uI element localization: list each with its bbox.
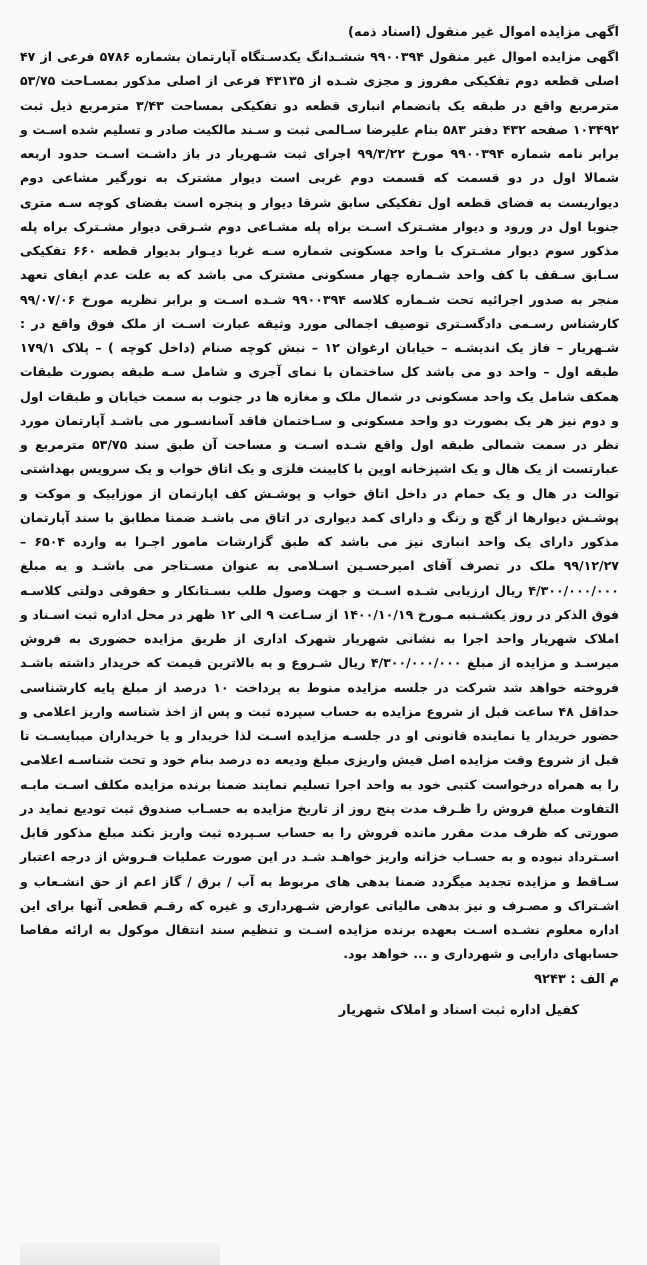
signature-line: کفیل اداره ثبت اسناد و املاک شهریار — [338, 1002, 579, 1018]
notice-title: اگهی مزایده اموال غیر منقول (اسناد ذمه) — [348, 25, 619, 40]
bottom-edge-strip — [20, 1243, 220, 1265]
notice-body: اگهی مزایده اموال غیر منقول ۹۹۰۰۳۹۴ ششـدانگ یکدسـتگاه آپارتمان بشماره ۵۷۸۶ فرعی از ۴۷ اصلی قطعه دوم تفکیکی مفروز و مجزی شـده از ۴۳۱۳۵ فرعی از اصلی مذکور بمسـاحت ۵۳/۷۵ مترمربع واقع در طبقه یک بانضمام انباری قطعه دو تفکیکی بمساحت ۳/۴۳ مترمربع ذیل ثبت ۱۰۳۴۹۲ صفحه ۴۳۲ دفتر ۵۸۳ بنام علیرضا سـالمی ثبت و سـند مالکیت صادر و تسلیم شده اسـت و برابر نامه شماره ۹۹۰۰۳۹۴ مورخ ۹۹/۳/۲۲ اجرای ثبت شـهریار در باز داشـت اسـت حدود اربعه شمالا اول در دو قسمت که قسمت دوم غربی است دیوار مشترک به نورگیر مشاعی دوم دیواریست به فضای قطعه اول تفکیکی سابق شرقا دیوار و پنجره است بفضای کوچه سـه متری جنوبا اول در ورود و دیوار مشـترک اسـت براه پله مشـاعی دوم شـرقی دیوار مشـترک براه پله مذکور سوم دیوار مشـترک با واحد مسکونی شماره سـه غربا دیـوار بدیوار قطعه ۶۶۰ تفکیکی سـابق سـقف با کف واحد شـماره چهار مسکونی مشترک می باشد که به علت عدم ایفای تعهد منجر به صدور اجرائیه تحت شـماره کلاسه ۹۹۰۰۳۹۴ شـده اسـت و برابر نظریه مورخ ۹۹/۰۷/۰۶ کارشناس رسـمی دادگسـتری توصیف اجمالی مورد وثیقه عبارت اسـت از ملک فوق واقع در : شـهریار – فاز یک اندیشـه – خیابان ارغوان ۱۲ – نبش کوچه صنام (داخل کوچه ) – پلاک ۱۷۹/۱ طبقه اول – واحد دو می باشد کل ساختمان با نمای آجری و شامل سـه طبقه بصورت طبقات همکف شامل یک واحد مسکونی در شمال ملک و مغازه ها در جنوب به سمت خیابان و طبقات اول و دوم نیز هر یک بصورت دو واحد مسکونی و سـاختمان فاقد آسانسـور می باشـد آپارتمان مورد نظر در سمت شمالی طبقه اول واقع شـده اسـت و مساحت آن طبق سند ۵۳/۷۵ مترمربع و عبارتست از یک هال و یک اشپزخانه اوپن با کابینت فلزی و یک اتاق خواب و یک سرویس بهداشتی توالت در هال و یک حمام در داخل اتاق خواب و پوشـش کف اپارتمان از موزاییک و موکت و پوشـش دیوارها از گچ و رنگ و دارای کمد دیواری در اتاق می باشـد ضمنا مطابق با سند آپارتمان مذکور دارای یک واحد انباری نیز می باشد که طبق گزارشات مامور اجـرا به وارده ۶۵۰۴ – ۹۹/۱۲/۲۷ ملک در تصرف آقای امیرحسـین اسـلامی به عنوان مسـتاجر می باشـد و به مبلغ ۴/۳۰۰/۰۰۰/۰۰۰ ریال ارزیابی شـده اسـت و جهت وصول طلب بسـتانکار و حقوقی دولتی کلاسـه فوق الذکر در روز یکشـنبه مـورخ ۱۴۰۰/۱۰/۱۹ از سـاعت ۹ الی ۱۲ ظهر در محل اداره ثبت اسـناد و املاک شهریار واحد اجرا به نشانی شهریار شهرک اداری از طریق مزایده حضوری به فروش میرسـد و مزایده از مبلغ ۴/۳۰۰/۰۰۰/۰۰۰ ریال شـروع و به بالاترین قیمت که خریدار داشته باشـد فروخته خواهد شد شرکت در جلسه مزایده منوط به پرداخت ۱۰ درصد از مبلغ پایه کارشناسی حداقل ۴۸ ساعت قبل از شروع مزایده به حساب سپرده ثبت و پس از اخذ شناسه واریز اعلامی و حضور خریدار یا نماینده قانونی او در جلسـه مزایده اسـت لذا خریدار و یا خریداران میبایسـت تا قبل از شروع وقت مزایده اصل فیش واریزی مبلغ ودیعه ده درصد بنام خود و تحت شناسـه اعلامی را به همراه درخواست کتبی خود به واحد اجرا تسلیم نمایند ضمنا برنده مزایده مکلف اسـت مابـه التفاوت مبلغ فروش را ظـرف مدت پنج روز از تاریخ مزایده به حسـاب صندوق ثبت تودیع نماید در صورتی که ظرف مدت مقرر مانده فروش را به حساب سـپرده ثبت واریز نکند مبلغ مذکور قابل اسـترداد نبوده و به حسـاب خزانه واریز خواهـد شـد در این صورت عملیات فـروش از درجه اعتبار سـاقط و مزایده تجدید میگردد ضمنا بدهی های مربوط به آب / برق / گاز اعم از حق انشـعاب و اشـتراک و مصـرف و نیز بدهی مالیاتی عوارض شـهرداری و غیره که رقـم قطعی آنها برای این اداره معلوم نشـده اسـت بعهده برنده مزایده اسـت و تنظیم سند انتقال موکول به ارائه مفاصا حسابهای دارایی و شهرداری و ... خواهد بود. — [20, 49, 620, 962]
reference-number: م الف : ۹۲۴۳ — [534, 971, 619, 987]
